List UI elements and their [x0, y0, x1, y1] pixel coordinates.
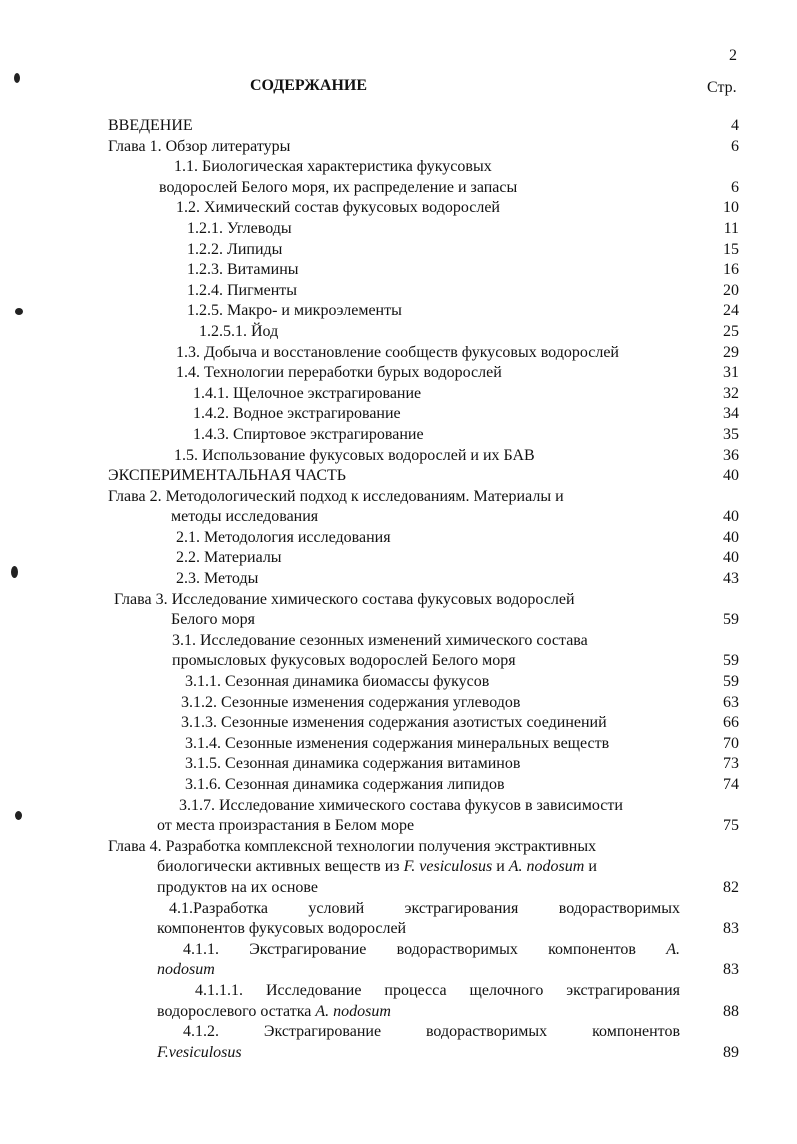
- toc-entry-text: Глава 3. Исследование химического состава фукусовых водорослей: [114, 590, 575, 608]
- toc-entry-text: 4.1.1.1. Исследование процесса щелочного экстрагирования: [195, 981, 680, 999]
- toc-page-number: 10: [723, 199, 739, 217]
- toc-page-number: 16: [723, 261, 739, 279]
- toc-page-number: 31: [723, 364, 739, 382]
- toc-entry-text: 3.1. Исследование сезонных изменений химического состава: [172, 631, 588, 649]
- toc-entry-text: 1.4. Технологии переработки бурых водорослей: [176, 364, 502, 382]
- toc-entry: [0, 775, 797, 796]
- toc-entry-text: биологически активных веществ из F. vesiculosus и A. nodosum и: [157, 858, 597, 876]
- toc-entry: [0, 528, 797, 549]
- toc-entry-text: 1.2.5.1. Йод: [199, 322, 279, 340]
- toc-page-number: 36: [723, 446, 739, 464]
- toc-entry: [0, 569, 797, 590]
- toc-entry: [0, 446, 797, 467]
- toc-entry-text: 1.2.4. Пигменты: [187, 281, 297, 299]
- toc-page-number: 63: [723, 693, 739, 711]
- toc-entry-text: компонентов фукусовых водорослей: [157, 920, 407, 938]
- toc-page-number: 43: [723, 570, 739, 588]
- table-of-contents: [0, 116, 797, 1063]
- toc-entry-text: 3.1.6. Сезонная динамика содержания липидов: [185, 776, 505, 793]
- toc-entry: [0, 631, 797, 672]
- scan-speck: [15, 811, 22, 820]
- toc-entry: [0, 404, 797, 425]
- toc-page-number: 11: [723, 219, 739, 237]
- toc-entry: [0, 281, 797, 302]
- toc-entry-text: 3.1.7. Исследование химического состава фукусов в зависимости: [179, 796, 623, 814]
- toc-page-number: 6: [731, 178, 739, 196]
- toc-page-number: 88: [723, 1002, 739, 1020]
- toc-entry-text: 2.1. Методология исследования: [176, 528, 391, 546]
- toc-entry-text: 3.1.5. Сезонная динамика содержания витаминов: [185, 755, 521, 773]
- toc-entry-text: Глава 4. Разработка комплексной технологии получения экстрактивных: [108, 837, 597, 855]
- page-column-label: Стр.: [707, 79, 737, 96]
- toc-entry: [0, 713, 797, 734]
- toc-page-number: 34: [723, 405, 739, 423]
- toc-entry: [0, 425, 797, 446]
- toc-page-number: 35: [723, 425, 739, 443]
- toc-page-number: 25: [723, 322, 739, 340]
- toc-entry-text: nodosum: [157, 961, 215, 979]
- toc-page-number: 66: [723, 714, 739, 732]
- toc-page-number: 24: [723, 302, 739, 320]
- toc-entry-text: 3.1.3. Сезонные изменения содержания азотистых соединений: [181, 714, 607, 732]
- toc-page-number: 73: [723, 755, 739, 773]
- toc-page-number: 89: [723, 1043, 739, 1061]
- toc-page-number: 40: [723, 549, 739, 567]
- toc-entry: [0, 198, 797, 219]
- toc-entry: [0, 219, 797, 240]
- toc-page-number: 70: [723, 734, 739, 752]
- toc-entry: [0, 693, 797, 714]
- toc-page-number: 32: [723, 384, 739, 402]
- toc-entry-text: 3.1.1. Сезонная динамика биомассы фукусов: [185, 673, 490, 691]
- page-number: 2: [729, 47, 737, 64]
- toc-entry-text: 1.2.1. Углеводы: [187, 219, 292, 237]
- toc-entry-text: Глава 2. Методологический подход к исследованиям. Материалы и: [108, 487, 564, 505]
- toc-entry-text: 4.1.2. Экстрагирование водорастворимых компонентов: [183, 1023, 680, 1041]
- toc-entry-text: 1.2.3. Витамины: [187, 261, 299, 279]
- toc-page-number: 59: [723, 673, 739, 691]
- toc-entry: [0, 363, 797, 384]
- toc-entry: [0, 116, 797, 137]
- toc-page-number: 75: [723, 817, 739, 835]
- toc-page-number: 83: [723, 920, 739, 938]
- toc-entry-text: 3.1.4. Сезонные изменения содержания минеральных веществ: [185, 734, 610, 752]
- toc-entry-text: 1.2.5. Макро- и микроэлементы: [187, 302, 402, 320]
- toc-page-number: 6: [731, 137, 739, 155]
- toc-entry: [0, 796, 797, 837]
- scan-speck: [14, 73, 20, 83]
- toc-entry-text: водорослей Белого моря, их распределение и запасы: [159, 178, 518, 196]
- toc-entry: [0, 322, 797, 343]
- toc-page-number: 82: [723, 878, 739, 896]
- toc-entry-text: водорослевого остатка A. nodosum: [157, 1002, 391, 1020]
- toc-entry: [0, 487, 797, 528]
- toc-entry-text: 1.3. Добыча и восстановление сообществ фукусовых водорослей: [176, 343, 619, 361]
- scan-speck: [11, 566, 18, 578]
- toc-entry-text: 1.4.2. Водное экстрагирование: [193, 405, 401, 423]
- document-title: СОДЕРЖАНИЕ: [250, 77, 368, 94]
- toc-entry: [0, 734, 797, 755]
- toc-entry-text: ВВЕДЕНИЕ: [108, 117, 193, 134]
- toc-entry: [0, 981, 797, 1022]
- toc-entry: [0, 1022, 797, 1063]
- toc-page-number: 59: [723, 611, 739, 629]
- toc-entry: [0, 590, 797, 631]
- toc-entry-text: промысловых фукусовых водорослей Белого моря: [172, 652, 516, 670]
- toc-entry-text: 1.4.1. Щелочное экстрагирование: [193, 384, 422, 402]
- toc-page-number: 4: [731, 117, 739, 134]
- toc-page-number: 20: [723, 281, 739, 299]
- toc-entry-text: 1.2.2. Липиды: [187, 240, 283, 258]
- toc-entry: [0, 672, 797, 693]
- toc-entry-text: 4.1.1. Экстрагирование водорастворимых компонентов A.: [183, 940, 680, 958]
- toc-entry-text: 1.5. Использование фукусовых водорослей и их БАВ: [174, 446, 535, 464]
- toc-entry: [0, 837, 797, 899]
- toc-entry-text: методы исследования: [171, 508, 319, 526]
- toc-entry-text: от места произрастания в Белом море: [157, 817, 415, 835]
- toc-entry: [0, 343, 797, 364]
- toc-page-number: 40: [723, 528, 739, 546]
- toc-entry: [0, 240, 797, 261]
- toc-entry-text: 2.3. Методы: [176, 570, 259, 588]
- toc-page-number: 15: [723, 240, 739, 258]
- toc-entry-text: F.vesiculosus: [157, 1043, 242, 1061]
- toc-entry-text: 4.1.Разработка условий экстрагирования водорастворимых: [169, 899, 680, 917]
- toc-entry-text: 2.2. Материалы: [176, 549, 282, 567]
- toc-page-number: 40: [723, 467, 739, 485]
- toc-page-number: 59: [723, 652, 739, 670]
- toc-page-number: 29: [723, 343, 739, 361]
- toc-entry: [0, 384, 797, 405]
- toc-page-number: 74: [723, 776, 739, 793]
- toc-entry-text: ЭКСПЕРИМЕНТАЛЬНАЯ ЧАСТЬ: [108, 467, 346, 485]
- toc-entry-text: Белого моря: [171, 611, 255, 629]
- toc-entry: [0, 754, 797, 775]
- toc-entry-text: продуктов на их основе: [157, 878, 318, 896]
- toc-entry: [0, 466, 797, 487]
- scan-speck: [15, 308, 23, 315]
- toc-page-number: 83: [723, 961, 739, 979]
- toc-entry-text: 1.1. Биологическая характеристика фукусовых: [174, 158, 492, 176]
- toc-entry: [0, 137, 797, 158]
- toc-entry: [0, 157, 797, 198]
- toc-entry: [0, 301, 797, 322]
- toc-entry: [0, 899, 797, 940]
- toc-entry-text: 3.1.2. Сезонные изменения содержания углеводов: [181, 693, 521, 711]
- toc-entry-text: Глава 1. Обзор литературы: [108, 137, 291, 155]
- toc-entry-text: 1.2. Химический состав фукусовых водорослей: [176, 199, 500, 217]
- toc-entry: [0, 940, 797, 981]
- toc-entry: [0, 548, 797, 569]
- toc-entry-text: 1.4.3. Спиртовое экстрагирование: [193, 425, 424, 443]
- toc-entry: [0, 260, 797, 281]
- toc-page-number: 40: [723, 508, 739, 526]
